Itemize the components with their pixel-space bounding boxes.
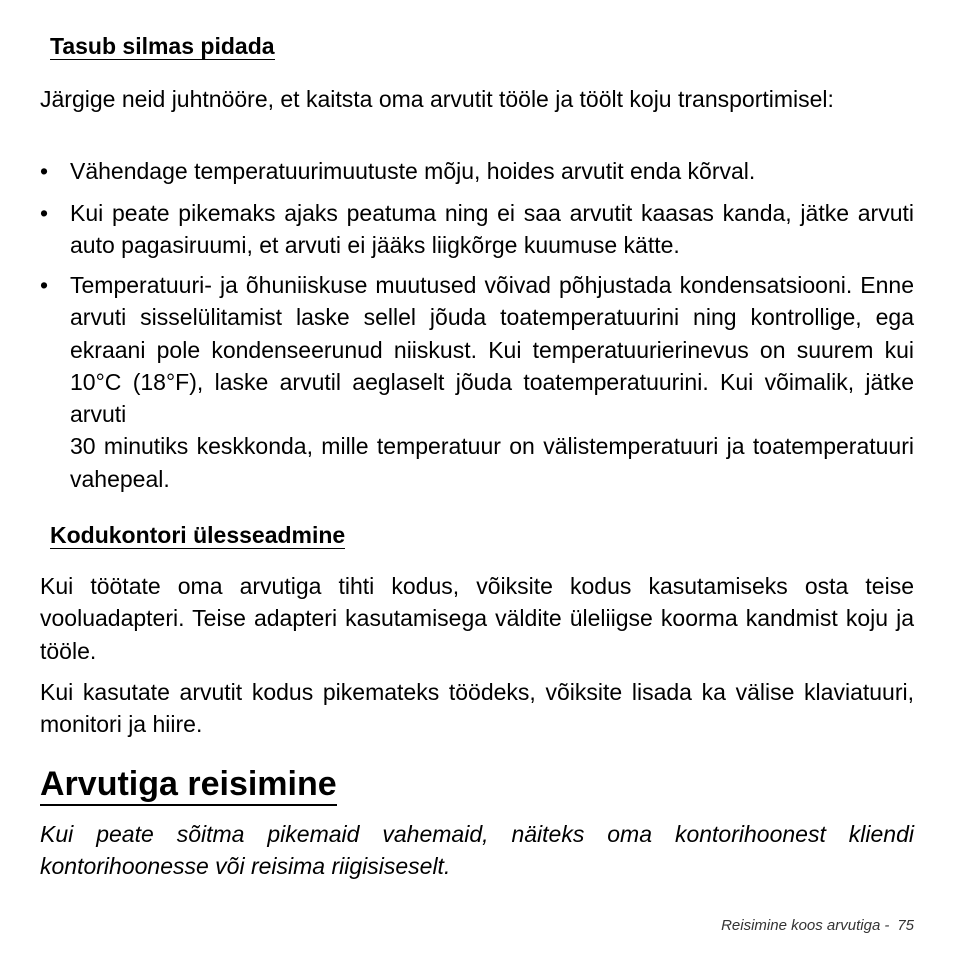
page-footer — [721, 917, 914, 934]
bullet-text-3: Temperatuuri- ja õhuniiskuse muutused võivad põhjustada kondensatsiooni. Enne arvuti sisselülitamist laske sellel jõuda toatemperatuurini ning kontrollige, ega ekraani pole kondenseerunud niiskust. Kui temperatuurierinevus on suurem kui 10°C (18°F), laske arvutil aeglaselt jõuda toatemperatuurini. Kui võimalik, jätke arvuti — [70, 272, 914, 428]
bullet-glyph: • — [40, 158, 49, 184]
section2-paragraph-2: Kui kasutate arvutit kodus pikemateks töödeks, võiksite lisada ka välise klaviatuuri, monitori ja hiire. — [40, 679, 914, 738]
section2-paragraph-1: Kui töötate oma arvutiga tihti kodus, võiksite kodus kasutamiseks osta teise vooluadapteri. Teise adapteri kasutamisega väldite üleliigse koorma kandmist koju ja tööle. — [40, 573, 914, 664]
chapter-title: Arvutiga reisimine — [40, 764, 337, 806]
bullet-text-1: Vähendage temperatuurimuutuste mõju, hoides arvutit enda kõrval. — [70, 158, 756, 184]
footer-separator: - — [884, 917, 890, 934]
section-heading-kodukontori: Kodukontori ülesseadmine — [50, 522, 346, 548]
bullet-text-2: Kui peate pikemaks ajaks peatuma ning ei saa arvutit kaasas kanda, jätke arvuti auto pagasiruumi, et arvuti ei jääks liigkõrge kuumuse kätte. — [70, 200, 914, 259]
bullet-item-2 — [40, 197, 914, 262]
bullet-glyph: • — [40, 200, 49, 226]
chapter-intro: Kui peate sõitma pikemaid vahemaid, näiteks oma kontorihoonest kliendi kontorihoonesse või reisima riigisiseselt. — [40, 821, 914, 880]
bullet-glyph: • — [40, 272, 49, 298]
bullet-item-3 — [40, 269, 914, 495]
bullet-item-1 — [40, 155, 914, 187]
section-heading-tasub: Tasub silmas pidada — [50, 33, 275, 59]
section1-intro: Järgige neid juhtnööre, et kaitsta oma arvutit tööle ja töölt koju transportimisel: — [40, 86, 834, 112]
bullet-text-3-continuation: 30 minutiks keskkonda, mille temperatuur on välistemperatuuri ja toatemperatuuri vahepeal. — [70, 433, 914, 492]
footer-section-name: Reisimine koos arvutiga — [721, 917, 881, 934]
page-number: 75 — [897, 917, 914, 934]
